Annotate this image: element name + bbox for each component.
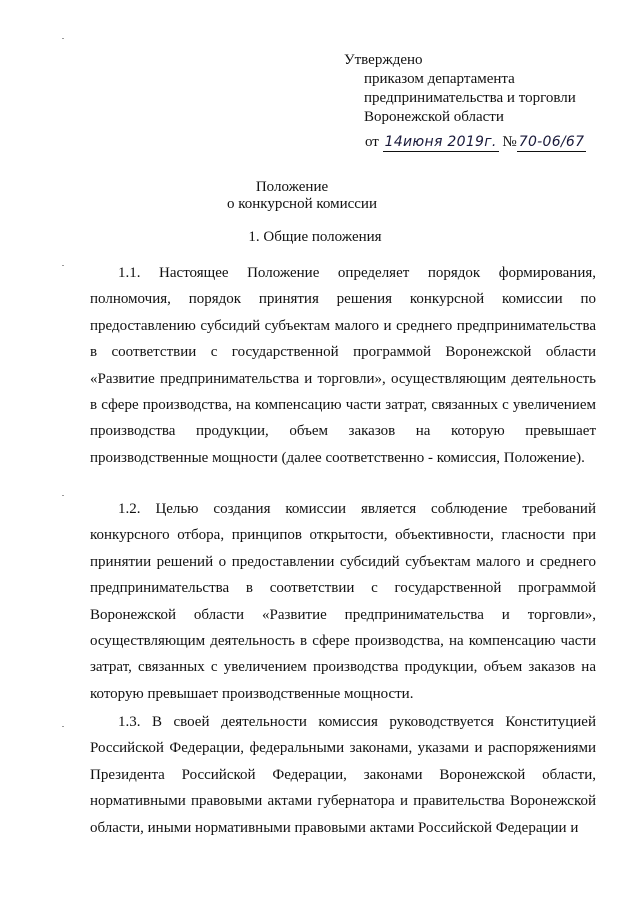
document-title: Положение	[255, 179, 329, 195]
order-reference	[365, 131, 586, 153]
approval-line-2: приказом департамента	[364, 71, 515, 87]
paragraph-text: 1.2. Целью создания комиссии является соблюдение требований конкурсного отбора, принципов открытости, объективности, гласности при принятии решений о предоставлении субсидий субъектам малого и среднего предпринимательства в соответствии с государственной программой Воронежской области «Развитие предпринимательства и торговли», осуществляющим деятельность в сфере производства, на компенсацию части затрат, связанных с увеличением производства продукции, объем заказов на которую превышает производственные мощности.	[90, 501, 596, 702]
paragraph-text: 1.3. В своей деятельности комиссия руководствуется Конституцией Российской Федерации, федеральными законами, указами и распоряжениями Президента Российской Федерации, законами Воронежской области, нормативными правовыми актами губернатора и правительства Воронежской области, иными нормативными правовыми актами Российской Федерации и	[90, 714, 596, 836]
approval-line-3: предпринимательства и торговли	[364, 90, 576, 106]
paragraph-1-2	[90, 496, 596, 707]
paragraph-1-1	[90, 260, 596, 471]
order-date-handwritten: 14июня 2019г.	[384, 134, 497, 150]
scan-speck	[62, 38, 64, 39]
document-subtitle: о конкурсной комиссии	[227, 196, 377, 212]
scan-speck	[62, 726, 64, 727]
scan-speck	[62, 495, 64, 496]
order-from-label: от	[365, 134, 379, 150]
paragraph-1-3	[90, 709, 596, 841]
order-number-label: №	[502, 134, 517, 150]
section-heading: 1. Общие положения	[248, 229, 382, 245]
approval-stamp	[344, 51, 576, 127]
order-number-handwritten: 70-06/67	[518, 134, 585, 150]
scan-speck	[62, 265, 64, 266]
approval-line-1: Утверждено	[344, 52, 423, 68]
paragraph-text: 1.1. Настоящее Положение определяет порядок формирования, полномочия, порядок принятия решения конкурсной комиссии по предоставлению субсидий субъектам малого и среднего предпринимательства в соответствии с государственной программой Воронежской области «Развитие предпринимательства и торговли», осуществляющим деятельность в сфере производства, на компенсацию части затрат, связанных с увеличением производства продукции, объем заказов на которую превышает производственные мощности (далее соответственно - комиссия, Положение).	[90, 265, 596, 466]
approval-line-4: Воронежской области	[364, 109, 504, 125]
